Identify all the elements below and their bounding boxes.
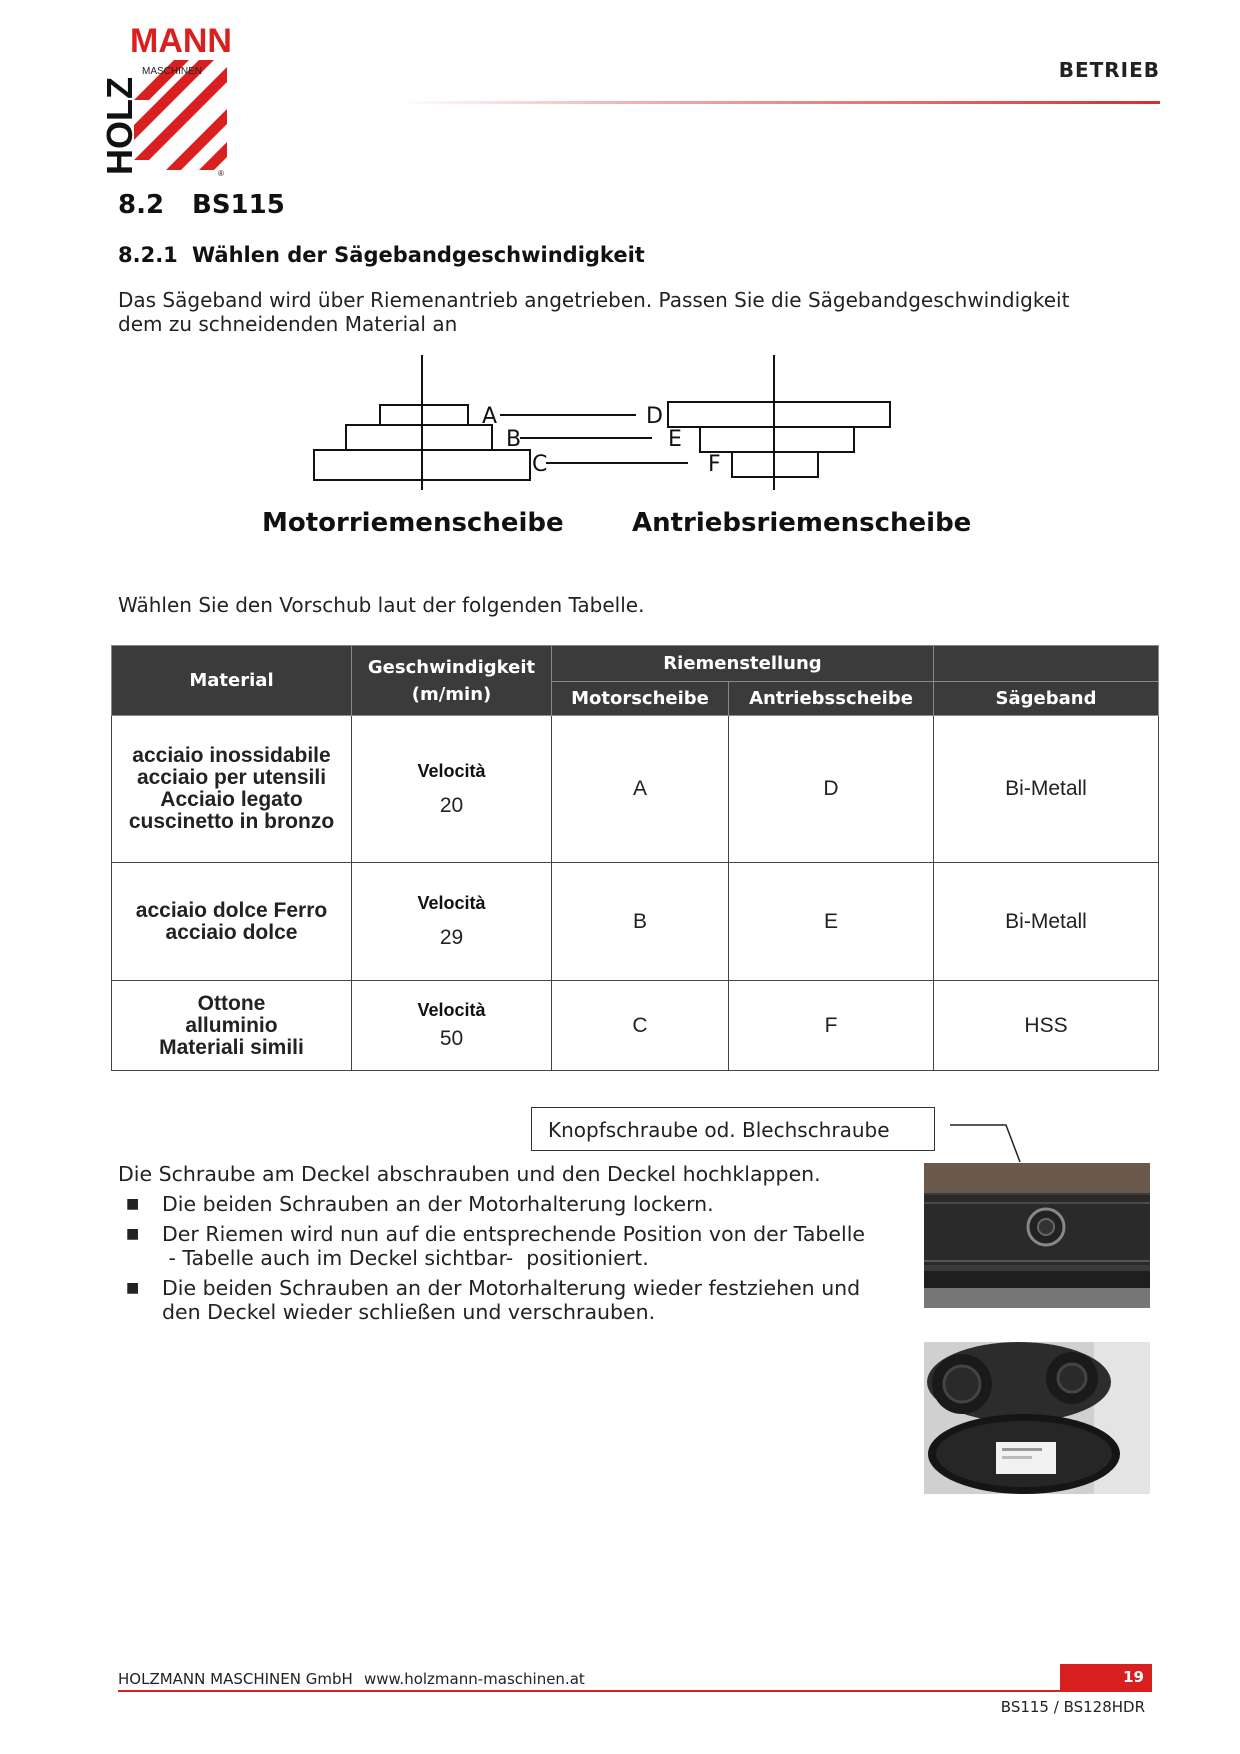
- bullet-icon: ■: [126, 1196, 140, 1212]
- header-speed: Geschwindigkeit (m/min): [352, 646, 552, 716]
- speed-table: [111, 645, 1159, 1071]
- table-header-row: [112, 646, 1159, 682]
- screw-callout: Knopfschraube od. Blechschraube: [531, 1107, 935, 1151]
- feed-instruction: Wählen Sie den Vorschub laut der folgenden Tabelle.: [118, 593, 645, 617]
- header-material: Material: [112, 646, 352, 716]
- drive-pulley-cell: D: [729, 716, 934, 863]
- section-title: BETRIEB: [1058, 58, 1160, 82]
- registered-mark: ®: [218, 169, 224, 178]
- table-row: [112, 981, 1159, 1071]
- material-cell: Ottone alluminio Materiali simili: [112, 981, 352, 1071]
- belt-cover-photo: [924, 1342, 1150, 1494]
- drive-pulley-label: Antriebsriemenscheibe: [632, 508, 972, 538]
- material-cell: acciaio dolce Ferro acciaio dolce: [112, 863, 352, 981]
- blade-cell: Bi-Metall: [934, 863, 1159, 981]
- subheading-number: 8.2.1: [118, 243, 178, 267]
- pulley-letter-d: D: [646, 404, 663, 429]
- svg-text:HOLZ: HOLZ: [99, 77, 140, 175]
- blade-cell: Bi-Metall: [934, 716, 1159, 863]
- list-item: ■ Der Riemen wird nun auf die entsprechende Position von der Tabelle - Tabelle auch im Deckel sichtbar- positioniert.: [126, 1222, 866, 1270]
- header-belt-position: Riemenstellung: [552, 646, 934, 682]
- motor-pulley-cell: B: [552, 863, 729, 981]
- motor-pulley-label: Motorriemenscheibe: [262, 508, 564, 538]
- speed-cell: Velocità 20: [352, 716, 552, 863]
- svg-text:MANN: MANN: [130, 22, 232, 60]
- svg-text:MASCHINEN: MASCHINEN: [142, 66, 203, 77]
- motor-pulley-cell: C: [552, 981, 729, 1071]
- page-number: 19: [1060, 1664, 1152, 1690]
- drive-pulley-cell: F: [729, 981, 934, 1071]
- cover-screw-photo: [924, 1163, 1150, 1308]
- pulley-letter-c: C: [532, 452, 548, 477]
- footer-divider: [118, 1690, 1152, 1692]
- header-motor-pulley: Motorscheibe: [552, 682, 729, 716]
- pulley-letter-a: A: [482, 404, 498, 429]
- drive-pulley-cell: E: [729, 863, 934, 981]
- heading-number: 8.2: [118, 190, 165, 220]
- instruction-lead: Die Schraube am Deckel abschrauben und den Deckel hochklappen.: [118, 1162, 821, 1186]
- blade-cell: HSS: [934, 981, 1159, 1071]
- pulley-letter-f: F: [708, 452, 721, 477]
- pulley-letter-b: B: [506, 427, 522, 452]
- material-cell: acciaio inossidabile acciaio per utensili Acciaio legato cuscinetto in bronzo: [112, 716, 352, 863]
- list-item: ■ Die beiden Schrauben an der Motorhalterung wieder festziehen und den Deckel wieder schließen und verschrauben.: [126, 1276, 861, 1324]
- footer-url[interactable]: www.holzmann-maschinen.at: [364, 1670, 585, 1688]
- pulley-letter-e: E: [668, 427, 682, 452]
- pulley-diagram: [300, 350, 920, 500]
- bullet-icon: ■: [126, 1226, 140, 1242]
- model-label: BS115 / BS128HDR: [1000, 1698, 1145, 1716]
- footer-company: HOLZMANN MASCHINEN GmbH: [118, 1670, 353, 1688]
- holzmann-logo: [99, 22, 254, 180]
- header-saw-blade: Sägeband: [934, 682, 1159, 716]
- header-divider: [400, 101, 1160, 104]
- subheading-title: Wählen der Sägebandgeschwindigkeit: [192, 243, 645, 267]
- intro-paragraph: Das Sägeband wird über Riemenantrieb angetrieben. Passen Sie die Sägebandgeschwindigkeit dem zu schneidenden Material an: [118, 288, 1070, 336]
- table-row: [112, 863, 1159, 981]
- table-row: [112, 716, 1159, 863]
- header-blank: [934, 646, 1159, 682]
- header-drive-pulley: Antriebsscheibe: [729, 682, 934, 716]
- heading-title: BS115: [192, 190, 285, 220]
- speed-cell: Velocità 50: [352, 981, 552, 1071]
- speed-cell: Velocità 29: [352, 863, 552, 981]
- motor-pulley-cell: A: [552, 716, 729, 863]
- instruction-list: [118, 1192, 898, 1330]
- bullet-icon: ■: [126, 1280, 140, 1296]
- list-item: ■ Die beiden Schrauben an der Motorhalterung lockern.: [126, 1192, 714, 1216]
- callout-leader-line: [950, 1124, 1030, 1166]
